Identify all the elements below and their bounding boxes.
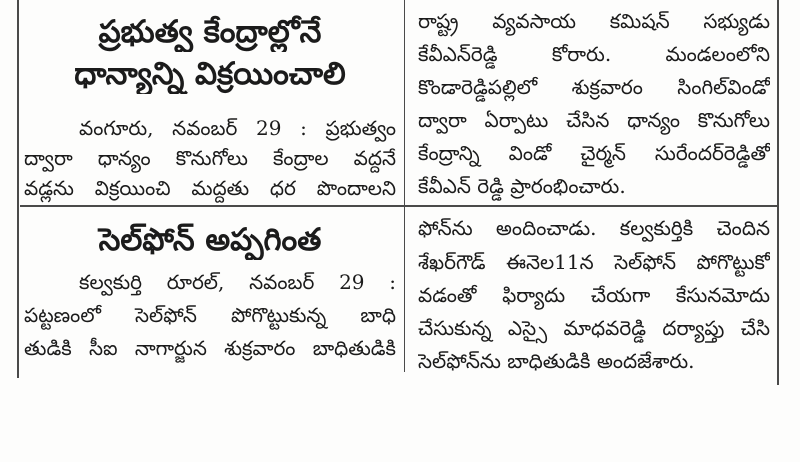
- article-2-headline: సెల్‌ఫోన్ అప్పగింత: [98, 222, 322, 258]
- article-1-body-line: కేంద్రాన్ని విండో చైర్మన్ సురేందర్‌రెడ్డితో: [418, 141, 770, 165]
- article-2-body-line-last: సెల్‌ఫోన్‌ను బాధితుడికి అందజేశారు.: [418, 349, 695, 373]
- article-1-body-line-last: కేవీఎన్ రెడ్డి ప్రారంభించారు.: [418, 174, 626, 198]
- article-2-body-line: శేఖర్‌గౌడ్ ఈనెల11న సెల్‌ఫోన్ పోగొట్టుకో: [418, 250, 770, 274]
- article-2-body-line: వడంతో ఫిర్యాదు చేయగా కేసునమోదు: [418, 283, 770, 307]
- article-separator-rule: [20, 205, 777, 207]
- article-1-headline-line-2: ధాన్యాన్ని విక్రయించాలి: [74, 56, 346, 92]
- article-1-body-line: ద్వారా ఏర్పాటు చేసిన ధాన్యం కొనుగోలు: [418, 108, 770, 132]
- article-1-body-line: వంగూరు, నవంబర్ 29 : ప్రభుత్వం: [79, 116, 396, 140]
- article-1-left-column: [24, 0, 396, 204]
- article-2-body-line: ఫోన్‌ను అందించాడు. కల్వకుర్తికి చెందిన: [418, 216, 770, 240]
- article-1-body-line: వడ్లను విక్రయించి మద్దతు ధర పొందాలని: [24, 176, 396, 200]
- article-1-headline-line-1: ప్రభుత్వ కేంద్రాల్లోనే: [98, 14, 322, 50]
- left-border-rule: [17, 0, 19, 378]
- article-2-body-line: పట్టణంలో సెల్‌ఫోన్ పోగొట్టుకున్న బాధి: [24, 303, 396, 327]
- article-1-body-line: కేవీఎన్‌రెడ్డి కోరారు. మండలంలోని: [418, 42, 770, 66]
- right-border-rule: [777, 0, 779, 385]
- article-2-body-line: చేసుకున్న ఎస్సై మాధవరెడ్డి దర్యాప్తు చేసి: [418, 316, 770, 340]
- article-2-body-line: తుడికి సీఐ నాగార్జున శుక్రవారం బాధితుడికి: [24, 336, 396, 360]
- article-2-right-column: [418, 208, 770, 383]
- article-1-body-line: కొండారెడ్డిపల్లిలో శుక్రవారం సింగిల్‌విండో: [418, 75, 770, 99]
- article-2-left-column: [24, 208, 396, 378]
- article-1-body-line: రాష్ట్ర వ్యవసాయ కమిషన్ సభ్యుడు: [418, 9, 770, 33]
- article-1-right-column: [418, 0, 770, 204]
- article-1-body-line: ద్వారా ధాన్యం కొనుగోలు కేంద్రాల వద్దనే: [24, 146, 396, 170]
- article-2-body-line: కల్వకుర్తి రూరల్, నవంబర్ 29 :: [79, 270, 396, 294]
- column-divider: [404, 0, 405, 372]
